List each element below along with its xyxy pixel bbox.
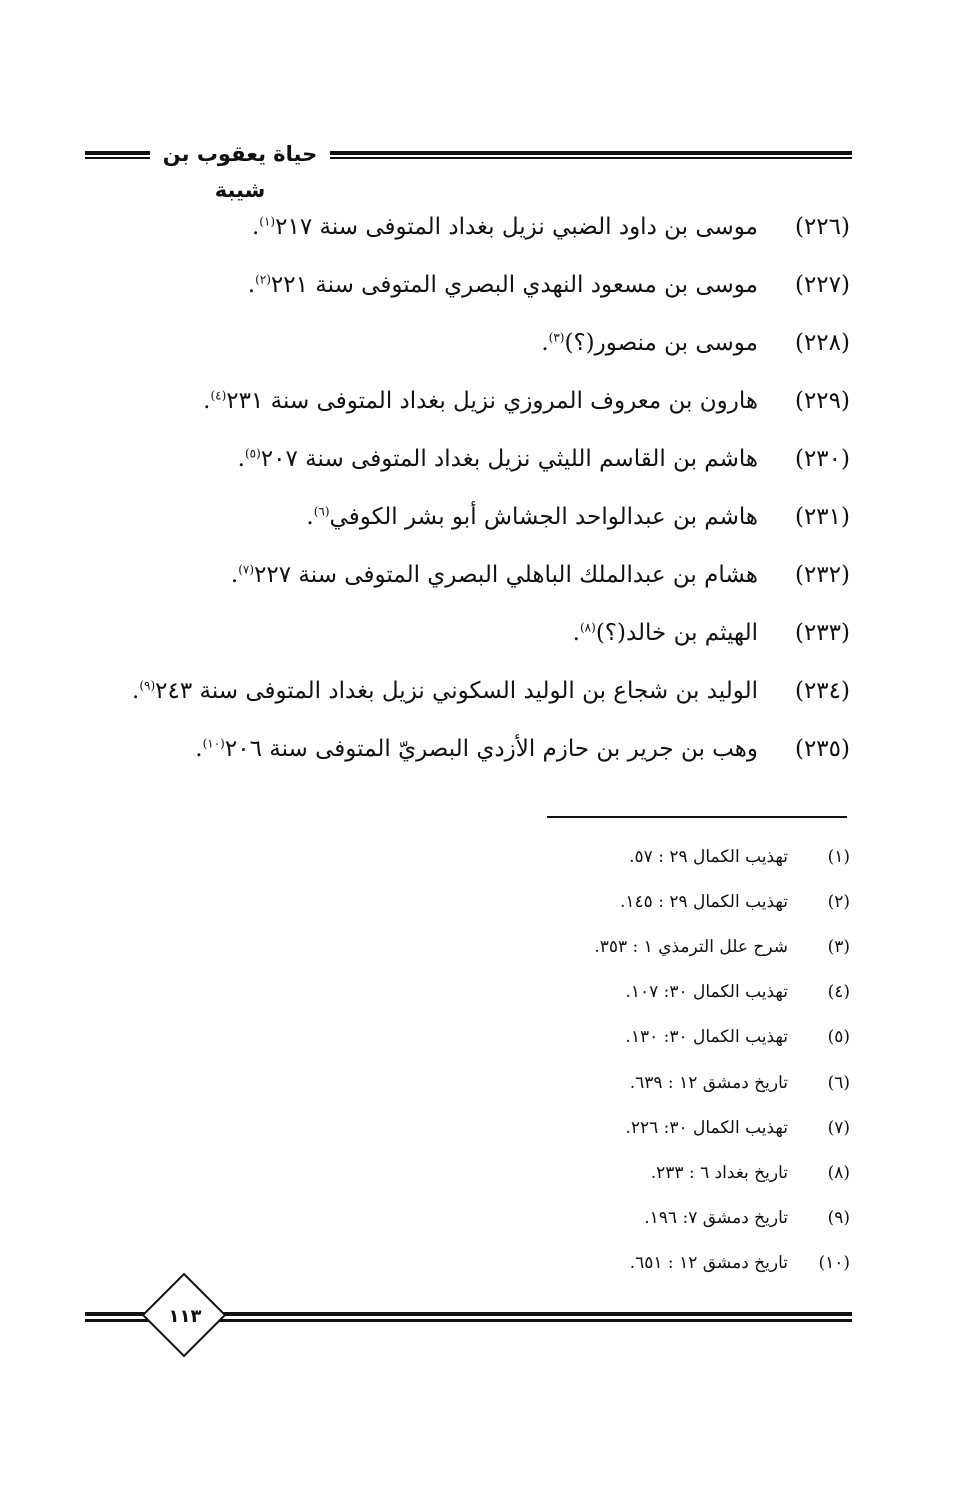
- list-item: [90, 488, 850, 546]
- footnote: [480, 1241, 850, 1286]
- entry-text: هاشم بن القاسم الليثي نزيل بغداد المتوفى سنة ٢٠٧$^{(٥)}$.: [237, 446, 758, 472]
- header-rule-left: [85, 151, 150, 159]
- list-item: [90, 430, 850, 488]
- footnote-ref[interactable]: (٤): [210, 388, 227, 403]
- footnote-text: تهذيب الكمال ٣٠: ١٣٠.: [625, 1027, 788, 1048]
- header-rule-right: [330, 151, 852, 159]
- footnote-text: شرح علل الترمذي ١ : ٣٥٣.: [594, 936, 788, 957]
- entry-number: (٢٢٦): [794, 214, 850, 240]
- footnote-ref[interactable]: (٨): [579, 620, 596, 635]
- narrator-list: [90, 198, 850, 778]
- entry-text: هشام بن عبدالملك الباهلي البصري المتوفى سنة ٢٢٧$^{(٧)}$.: [230, 562, 758, 588]
- list-item: [90, 662, 850, 720]
- entry-text: موسى بن مسعود النهدي البصري المتوفى سنة ٢٢١$^{(٢)}$.: [247, 272, 758, 298]
- footnote: [480, 879, 850, 924]
- entry-number: (٢٢٧): [794, 272, 850, 298]
- footnote-ref[interactable]: (١٠): [202, 736, 225, 751]
- footnote-ref[interactable]: (٩): [139, 678, 156, 693]
- footnote: [480, 1060, 850, 1105]
- footnote-number: (١): [827, 846, 850, 867]
- footnote-ref[interactable]: (٧): [238, 562, 255, 577]
- entry-text: هارون بن معروف المروزي نزيل بغداد المتوفى سنة ٢٣١$^{(٤)}$.: [203, 388, 758, 414]
- entry-number: (٢٢٨): [794, 330, 850, 356]
- footnote-text: تهذيب الكمال ٣٠: ١٠٧.: [625, 982, 788, 1003]
- footnote-separator: [547, 816, 847, 818]
- list-item: [90, 546, 850, 604]
- footnote-text: تاريخ بغداد ٦ : ٢٣٣.: [650, 1162, 788, 1183]
- footnote: [480, 924, 850, 969]
- list-item: [90, 720, 850, 778]
- footnote: [480, 1015, 850, 1060]
- footnote-number: (٦): [827, 1072, 850, 1093]
- footnote-text: تاريخ دمشق ٧: ١٩٦.: [644, 1208, 788, 1229]
- footnotes-list: [480, 834, 850, 1286]
- footer-rule-right: [214, 1312, 852, 1322]
- footnote-number: (٨): [827, 1162, 850, 1183]
- list-item: [90, 372, 850, 430]
- footnote-number: (١٠): [818, 1253, 850, 1274]
- running-header-title: حياة يعقوب بن شيبة: [162, 142, 318, 202]
- footnote-text: تاريخ دمشق ١٢ : ٦٣٩.: [629, 1072, 788, 1093]
- entry-text: موسى بن منصور(؟)$^{(٣)}$.: [541, 330, 758, 356]
- footnote-ref[interactable]: (٢): [255, 272, 271, 287]
- list-item: [90, 314, 850, 372]
- entry-text: موسى بن داود الضبي نزيل بغداد المتوفى سنة ٢١٧$^{(١)}$.: [251, 214, 758, 240]
- footnote: [480, 834, 850, 879]
- footnote: [480, 970, 850, 1015]
- entry-number: (٢٢٩): [794, 388, 850, 414]
- entry-text: وهب بن جرير بن حازم الأزدي البصريّ المتوفى سنة ٢٠٦$^{(١٠)}$.: [195, 736, 758, 762]
- entry-text: الوليد بن شجاع بن الوليد السكوني نزيل بغداد المتوفى سنة ٢٤٣$^{(٩)}$.: [132, 678, 758, 704]
- footnote-number: (٣): [827, 936, 850, 957]
- list-item: [90, 604, 850, 662]
- entry-text: الهيثم بن خالد(؟)$^{(٨)}$.: [572, 620, 758, 646]
- entry-number: (٢٣٣): [794, 620, 850, 646]
- footnote-text: تهذيب الكمال ٣٠: ٢٢٦.: [625, 1117, 788, 1138]
- footnote-ref[interactable]: (٥): [244, 446, 261, 461]
- footnote: [480, 1150, 850, 1195]
- footnote-number: (٧): [827, 1117, 850, 1138]
- footnote-number: (٥): [827, 1027, 850, 1048]
- footnote: [480, 1105, 850, 1150]
- footnote-ref[interactable]: (٣): [548, 330, 565, 345]
- entry-number: (٢٣٠): [794, 446, 850, 472]
- list-item: [90, 198, 850, 256]
- entry-number: (٢٣١): [794, 504, 850, 530]
- entry-number: (٢٣٤): [794, 678, 850, 704]
- footnote-text: تهذيب الكمال ٢٩ : ١٤٥.: [620, 891, 788, 912]
- footnote-ref[interactable]: (٦): [313, 504, 330, 519]
- footnote-text: تهذيب الكمال ٢٩ : ٥٧.: [629, 846, 788, 867]
- entry-text: هاشم بن عبدالواحد الجشاش أبو بشر الكوفي$^{(٦)}$.: [306, 504, 758, 530]
- footnote-ref[interactable]: (١): [259, 214, 276, 229]
- footnote-number: (٢): [827, 891, 850, 912]
- page-number: ١١٣: [168, 1306, 202, 1327]
- footnote-number: (٩): [827, 1208, 850, 1229]
- entry-number: (٢٣٥): [794, 736, 850, 762]
- list-item: [90, 256, 850, 314]
- entry-number: (٢٣٢): [794, 562, 850, 588]
- footnote-number: (٤): [827, 982, 850, 1003]
- footnote: [480, 1196, 850, 1241]
- footnote-text: تاريخ دمشق ١٢ : ٦٥١.: [629, 1253, 788, 1274]
